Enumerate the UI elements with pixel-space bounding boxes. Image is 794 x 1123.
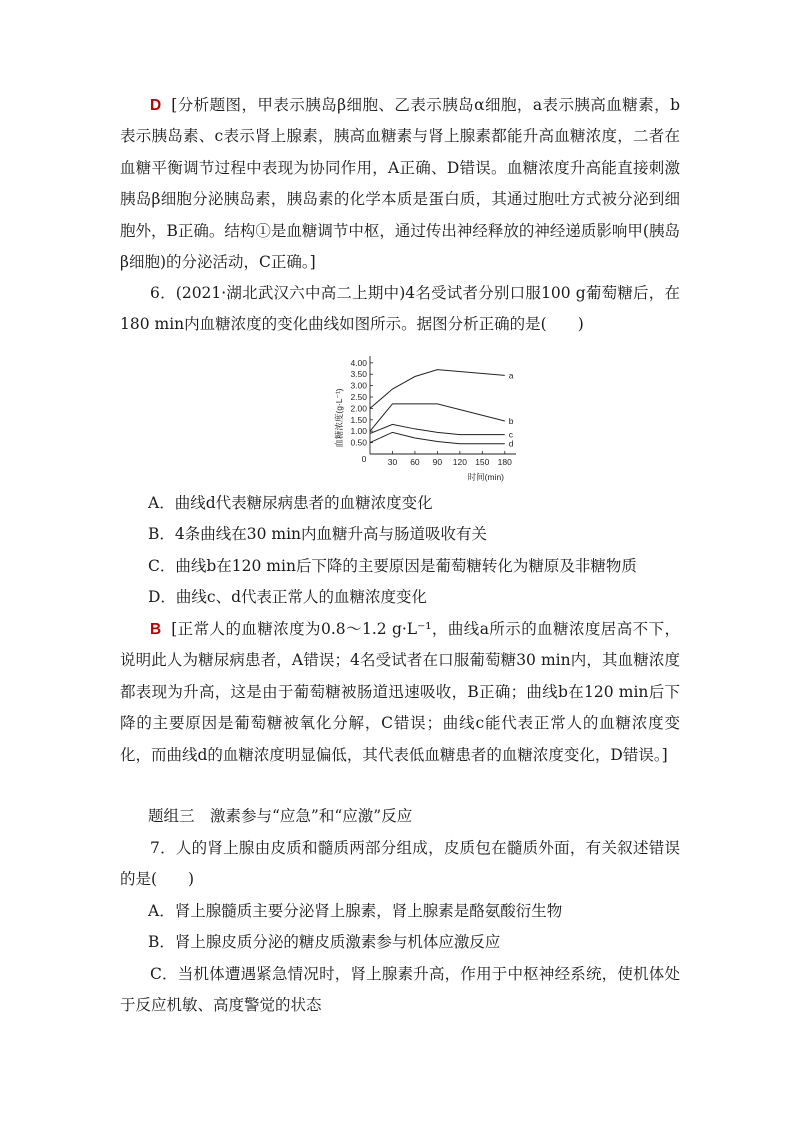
x-axis-label: 时间(min) — [467, 472, 504, 482]
x-tick-label: 150 — [475, 457, 490, 467]
y-tick-label: 3.50 — [350, 369, 367, 380]
y-tick-label: 1.00 — [350, 426, 367, 437]
q7-option-a: A．肾上腺髓质主要分泌肾上腺素，肾上腺素是酪氨酸衍生物 — [148, 901, 563, 920]
series-line-b — [370, 404, 505, 431]
question-6-stem — [120, 278, 680, 341]
question-7 — [120, 833, 680, 1021]
y-tick-label: 3.00 — [350, 380, 367, 391]
x-tick-label: 60 — [410, 457, 420, 467]
group-3-heading — [120, 801, 680, 832]
q7-option-b: B．肾上腺皮质分泌的糖皮质激素参与机体应激反应 — [148, 933, 501, 952]
x-tick-labels — [388, 451, 512, 467]
q6-option-a: A．曲线d代表糖尿病患者的血糖浓度变化 — [148, 494, 433, 512]
q6-stem-text: 6．(2021·湖北武汉六中高二上期中)4名受试者分别口服100 g葡萄糖后，在180 min内血糖浓度的变化曲线如图所示。据图分析正确的是( ) — [120, 284, 680, 334]
series-line-a — [370, 370, 505, 409]
x-tick-label: 120 — [452, 457, 467, 467]
q6-option-c: C．曲线b在120 min后下降的主要原因是葡萄糖转化为糖原及非糖物质 — [148, 556, 637, 575]
series-label-d: d — [508, 438, 514, 449]
q6-explanation — [120, 614, 680, 771]
series-label-a: a — [508, 370, 514, 381]
q6-option-b: B．4条曲线在30 min内血糖升高与肠道吸收有关 — [148, 525, 488, 544]
y-tick-label: 2.50 — [350, 392, 367, 403]
series-lines — [370, 370, 514, 449]
q6-option-d: D．曲线c、d代表正常人的血糖浓度变化 — [148, 588, 428, 607]
y-axis-label: 血糖浓度(g·L⁻¹) — [334, 388, 344, 448]
q7-option-c: C．当机体遭遇紧急情况时，肾上腺素升高，作用于中枢神经系统，使机体处于反应机敏、高度警觉的状态 — [120, 964, 680, 1015]
q5-explanation-text: [分析题图，甲表示胰岛β细胞、乙表示胰岛α细胞，a表示胰高血糖素，b表示胰岛素、c表示肾上腺素，胰高血糖素与肾上腺素都能升高血糖浓度，二者在血糖平衡调节过程中表现为协同作用，A正确、D错误。血糖浓度升高能直接刺激胰岛β细胞分泌胰岛素，胰岛素的化学本质是蛋白质，其通过胞吐方式被分泌到细胞外，B正确。结构①是血糖调节中枢，通过传出神经释放的神经递质影响甲(胰岛β细胞)的分泌活动，C正确。] — [120, 96, 680, 272]
y-tick-label: 4.00 — [350, 357, 367, 368]
series-label-c: c — [508, 429, 514, 440]
question-6-options — [120, 488, 680, 614]
q6-answer-letter: B — [150, 621, 162, 638]
group-3-title: 题组三 激素参与“应急”和“应激”反应 — [148, 807, 413, 825]
q7-stem-text: 7．人的肾上腺由皮质和髓质两部分组成，皮质包在髓质外面，有关叙述错误的是( ) — [120, 839, 680, 889]
y-tick-label: 1.50 — [350, 414, 367, 425]
series-line-d — [370, 432, 505, 443]
q5-explanation — [120, 90, 680, 278]
x-tick-label: 180 — [497, 457, 512, 467]
q5-answer-letter: D — [150, 97, 162, 114]
blood-glucose-chart — [326, 350, 526, 485]
y-tick-label: 0.50 — [350, 437, 367, 448]
chart-svg — [326, 350, 526, 485]
series-label-b: b — [508, 415, 514, 426]
y-tick-label: 2.00 — [350, 403, 367, 414]
origin-label: 0 — [361, 454, 367, 464]
x-tick-label: 90 — [432, 457, 443, 467]
x-tick-label: 30 — [387, 457, 398, 467]
q6-explanation-text: [正常人的血糖浓度为0.8～1.2 g·L⁻¹，曲线a所示的血糖浓度居高不下，说明此人为糖尿病患者，A错误；4名受试者在口服葡萄糖30 min内，其血糖浓度都表现为升高，这是由于葡萄糖被肠道迅速吸收，B正确；曲线b在120 min后下降的主要原因是葡萄糖被氧化分解，C错误；曲线c能代表正常人的血糖浓度变化，而曲线d的血糖浓度明显偏低，其代表低血糖患者的血糖浓度变化，D错误。] — [120, 620, 680, 764]
